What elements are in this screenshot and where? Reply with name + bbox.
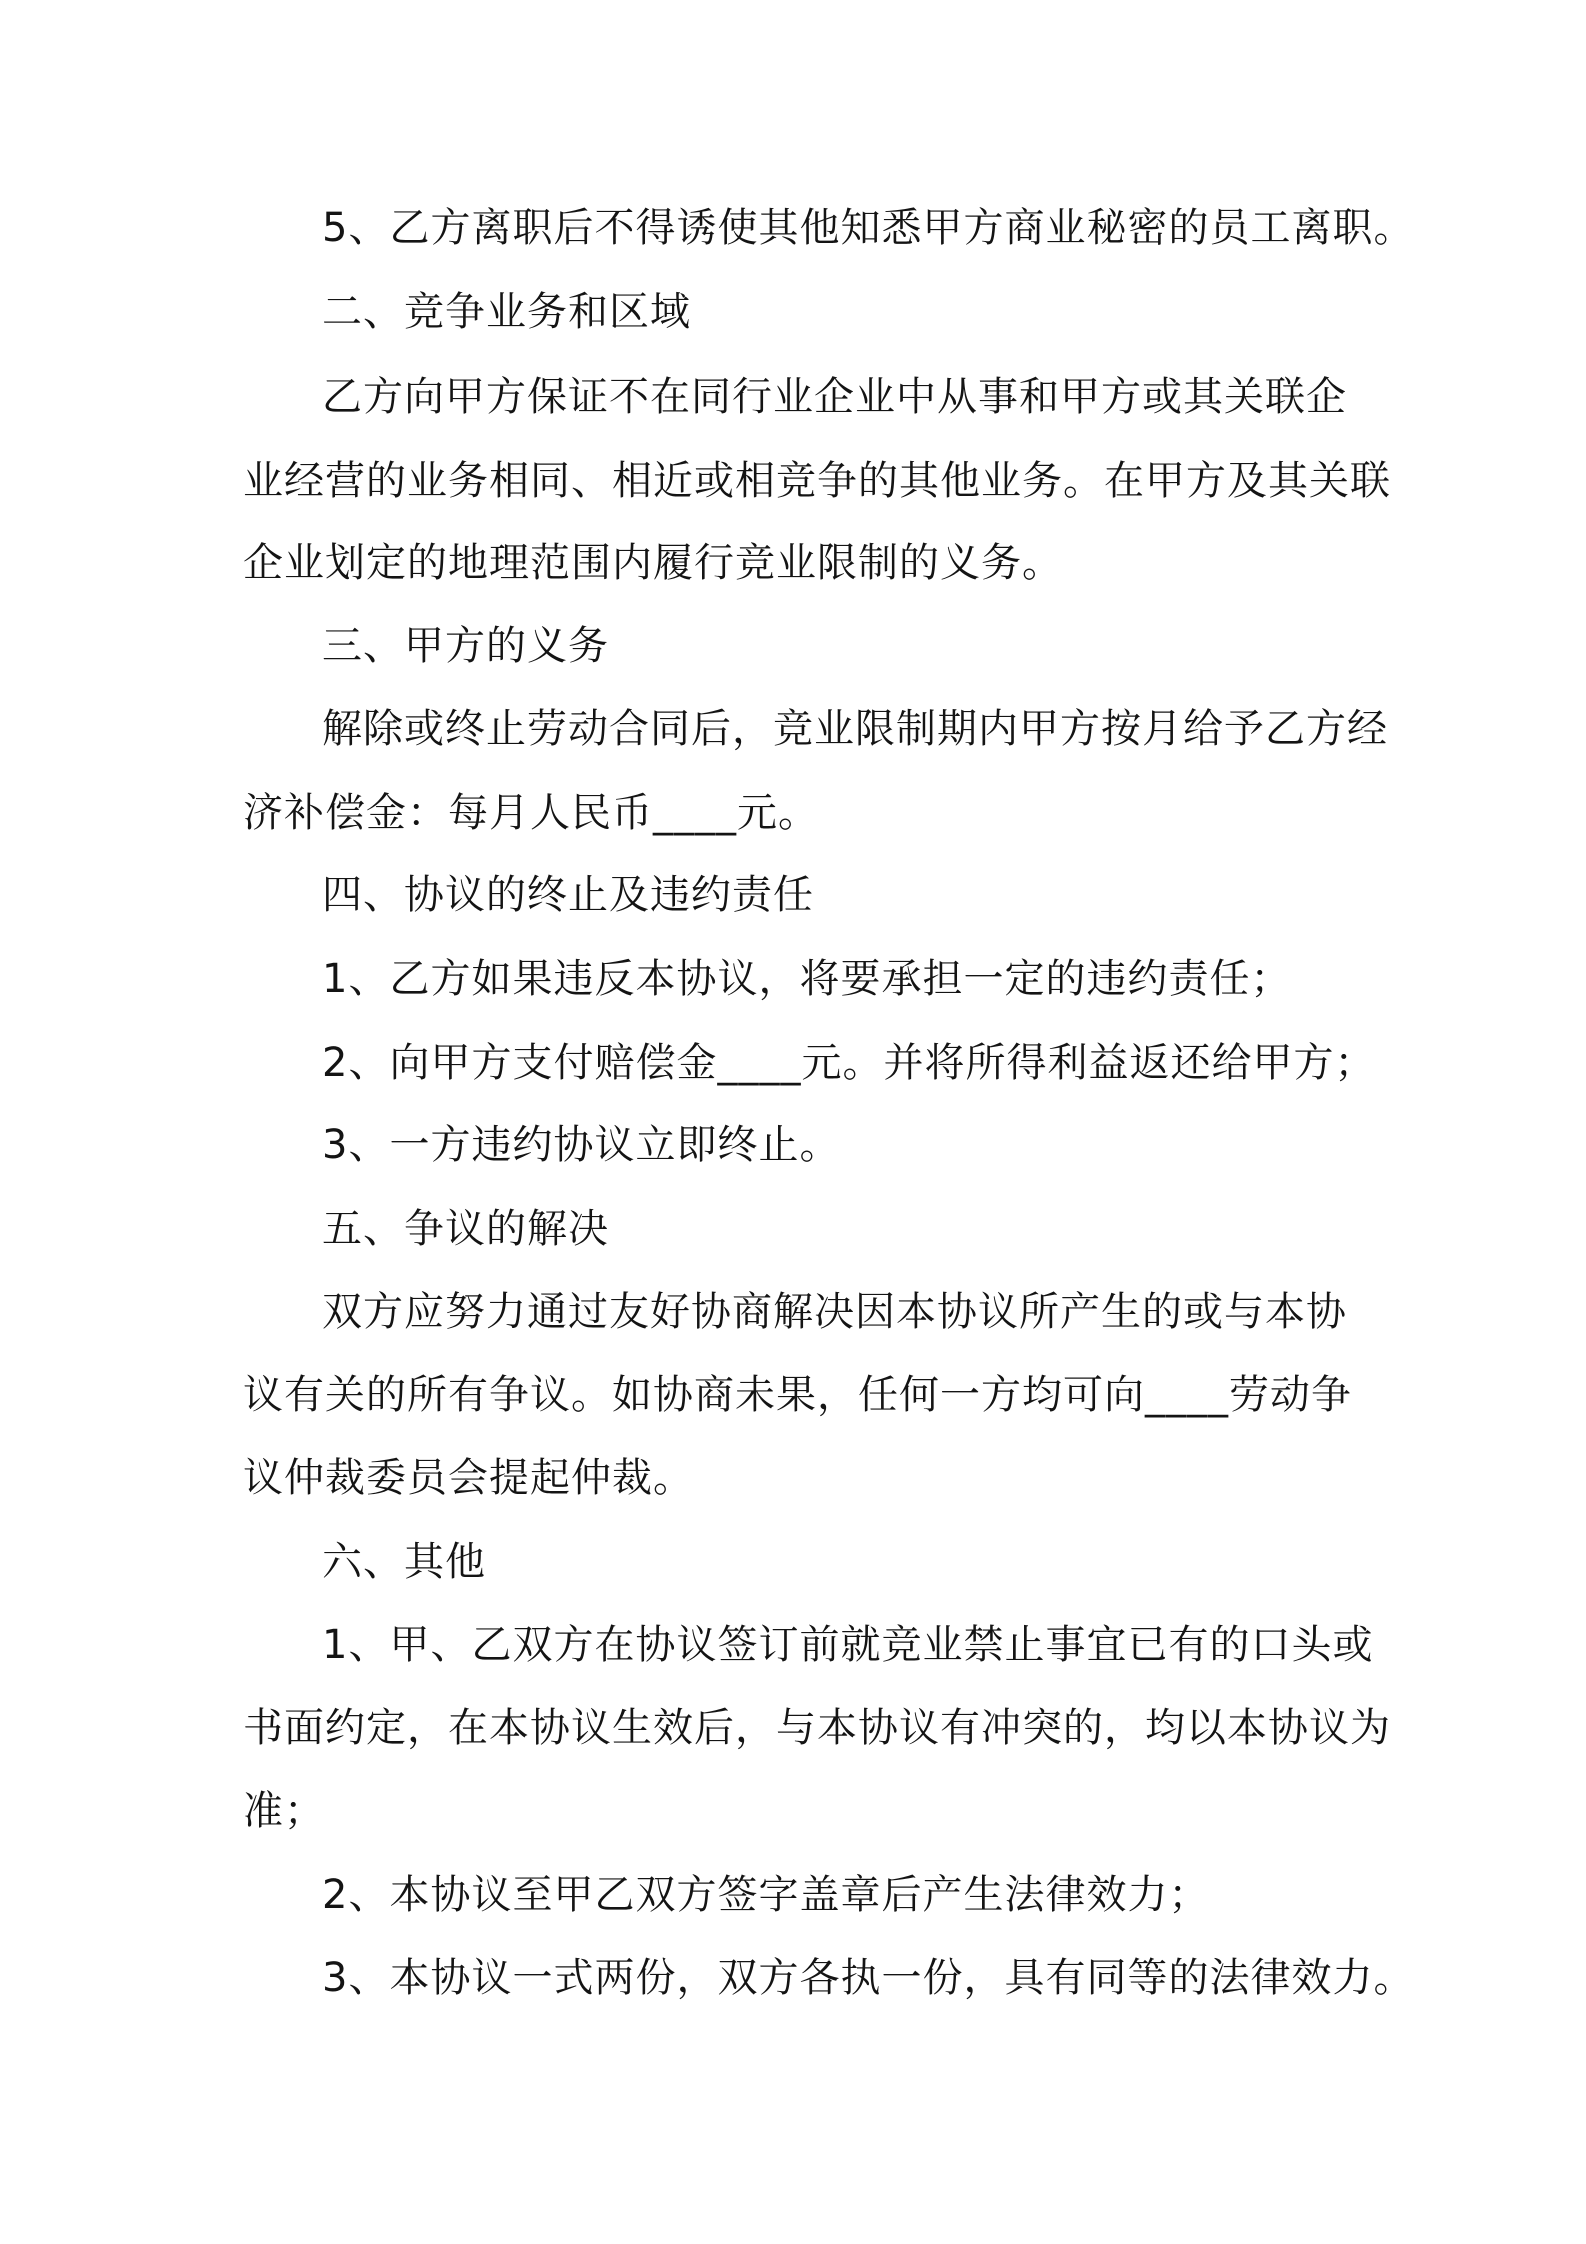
section-3-paragraph-line-1: 解除或终止劳动合同后，竞业限制期内甲方按月给予乙方经 [322,706,1388,752]
section-5-paragraph-line-1: 双方应努力通过友好协商解决因本协议所产生的或与本协 [322,1289,1347,1335]
section-6-heading: 六、其他 [322,1539,486,1585]
clause-6-1-line-2: 书面约定，在本协议生效后，与本协议有冲突的，均以本协议为 [243,1705,1391,1751]
clause-4-1: 1、乙方如果违反本协议，将要承担一定的违约责任； [322,956,1292,1002]
clause-6-1-line-3: 准； [243,1788,325,1834]
section-4-heading: 四、协议的终止及违约责任 [322,872,814,918]
section-2-paragraph-line-3: 企业划定的地理范围内履行竞业限制的义务。 [243,540,1063,586]
section-5-heading: 五、争议的解决 [322,1206,609,1252]
clause-1-5: 5、乙方离职后不得诱使其他知悉甲方商业秘密的员工离职。 [322,205,1415,251]
section-5-paragraph-line-3: 议仲裁委员会提起仲裁。 [243,1455,694,1501]
clause-6-2: 2、本协议至甲乙双方签字盖章后产生法律效力； [322,1872,1210,1918]
clause-4-3: 3、一方违约协议立即终止。 [322,1122,841,1168]
section-2-paragraph-line-1: 乙方向甲方保证不在同行业企业中从事和甲方或其关联企 [322,374,1347,420]
section-3-paragraph-line-2: 济补偿金：每月人民币____元。 [243,790,819,836]
clause-6-1-line-1: 1、甲、乙双方在协议签订前就竞业禁止事宜已有的口头或 [322,1622,1374,1668]
section-3-heading: 三、甲方的义务 [322,623,609,669]
section-2-paragraph-line-2: 业经营的业务相同、相近或相竞争的其他业务。在甲方及其关联 [243,458,1391,504]
clause-6-3: 3、本协议一式两份，双方各执一份，具有同等的法律效力。 [322,1955,1415,2001]
clause-4-2: 2、向甲方支付赔偿金____元。并将所得利益返还给甲方； [322,1040,1376,1086]
section-2-heading: 二、竞争业务和区域 [322,289,691,335]
section-5-paragraph-line-2: 议有关的所有争议。如协商未果，任何一方均可向____劳动争 [243,1372,1352,1418]
